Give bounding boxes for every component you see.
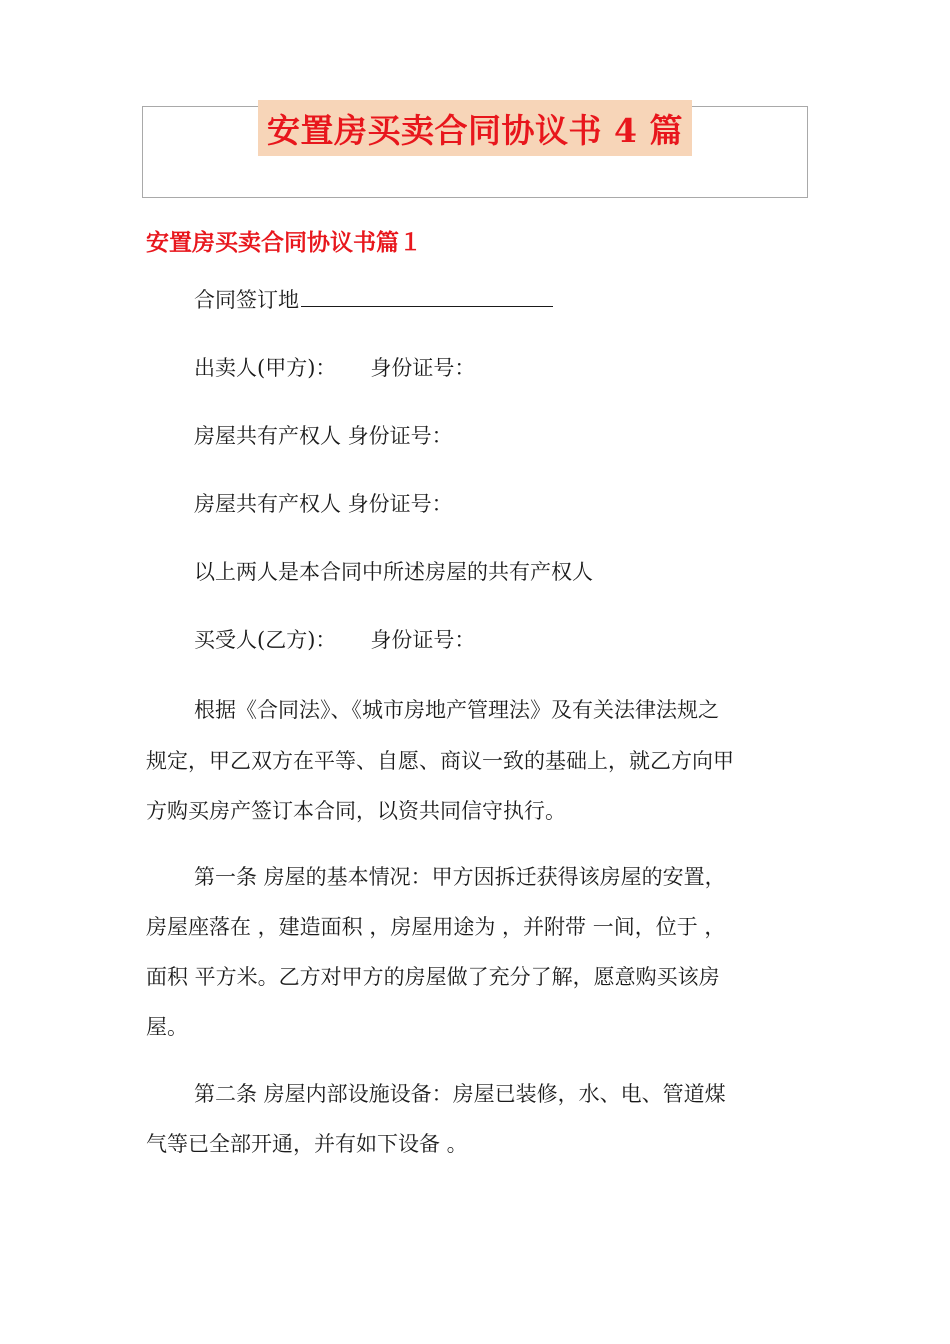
co-owner-line-2: 房屋共有产权人 身份证号：: [194, 492, 453, 516]
buyer-label: 买受人(乙方)：: [194, 628, 337, 652]
document-title: 安置房买卖合同协议书 4 篇: [267, 110, 683, 150]
article1-line-1: 第一条 房屋的基本情况：甲方因拆迁获得该房屋的安置，: [194, 865, 726, 889]
title-highlight: [258, 100, 692, 156]
article1-line-4: 屋。: [146, 1015, 188, 1039]
preamble-line-1: 根据《合同法》、《城市房地产管理法》及有关法律法规之: [194, 698, 719, 722]
article2-line-2: 气等已全部开通，并有如下设备 。: [146, 1132, 468, 1156]
seller-id-label: 身份证号：: [370, 356, 476, 380]
section-heading: 安置房买卖合同协议书篇１: [146, 229, 422, 256]
article1-line-3: 面积 平方米。乙方对甲方的房屋做了充分了解，愿意购买该房: [146, 965, 720, 989]
preamble-line-3: 方购买房产签订本合同，以资共同信守执行。: [146, 799, 566, 823]
signing-place-blank: [301, 284, 553, 307]
co-owners-note: 以上两人是本合同中所述房屋的共有产权人: [194, 560, 593, 584]
co-owner-line-1: 房屋共有产权人 身份证号：: [194, 424, 453, 448]
article2-line-1: 第二条 房屋内部设施设备：房屋已装修，水、电、管道煤: [194, 1082, 726, 1106]
seller-label: 出卖人(甲方)：: [194, 356, 337, 380]
preamble-line-2: 规定，甲乙双方在平等、自愿、商议一致的基础上，就乙方向甲: [146, 749, 734, 773]
buyer-line: [194, 625, 475, 655]
article1-line-2: 房屋座落在 ，建造面积 ，房屋用途为 ，并附带 一间，位于 ，: [146, 915, 726, 939]
signing-place-label: 合同签订地: [194, 288, 299, 312]
buyer-id-label: 身份证号：: [370, 628, 476, 652]
seller-line: [194, 353, 475, 383]
signing-place-line: [194, 284, 553, 315]
